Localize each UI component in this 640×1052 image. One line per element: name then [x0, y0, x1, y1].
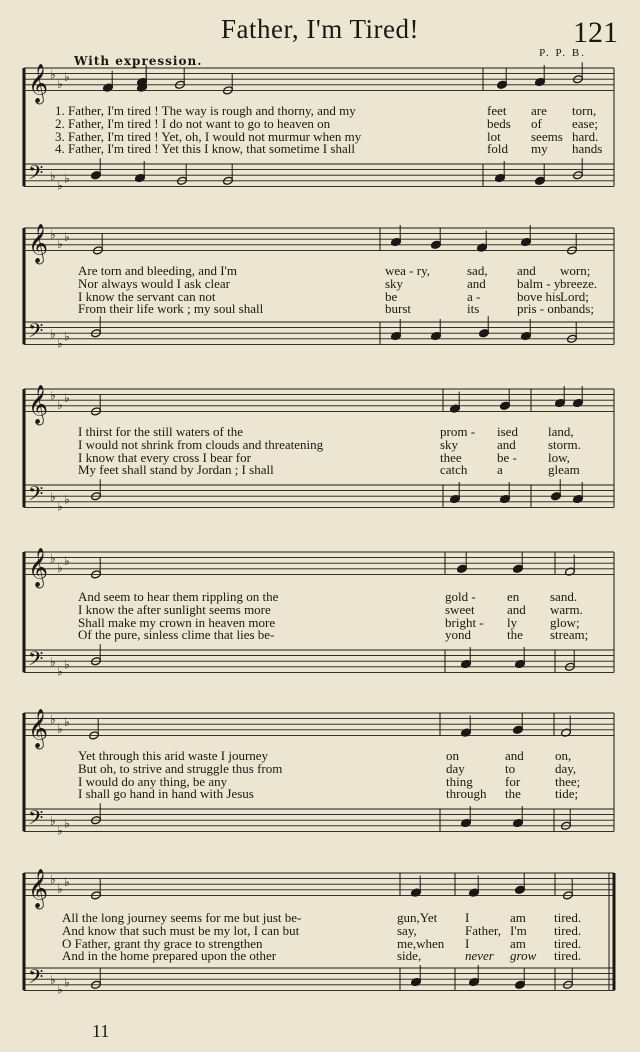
lyric-syllable: yond	[445, 627, 471, 643]
flat-icon: ♭	[57, 560, 63, 575]
treble-clef-icon: 𝄞	[28, 63, 49, 104]
flat-icon: ♭	[50, 168, 56, 183]
treble-clef-icon: 𝄞	[28, 708, 49, 749]
lyric-syllable: burst	[385, 301, 411, 317]
lyric-syllable: hands	[572, 141, 603, 157]
lyric-syllable: tired.	[554, 922, 582, 938]
lyric-phrase: All the long journey seems for me but just be-	[62, 910, 302, 925]
lyric-phrase: Yet through this arid waste I journey	[78, 748, 269, 763]
lyric-syllable: I	[465, 910, 470, 925]
lyric-phrase: I would not shrink from clouds and threatening	[78, 436, 324, 452]
flat-icon: ♭	[57, 499, 63, 514]
lyric-syllable: breeze.	[560, 275, 598, 291]
lyric-syllable: hard.	[572, 128, 599, 144]
lyric-syllable: sad,	[467, 263, 488, 278]
flat-icon: ♭	[57, 236, 63, 251]
flat-icon: ♭	[64, 657, 70, 672]
treble-clef-icon: 𝄞	[28, 223, 49, 264]
lyric-syllable: land,	[548, 424, 574, 439]
lyric-syllable: and	[467, 275, 486, 291]
lyric-syllable: never	[465, 948, 494, 964]
lyric-syllable: I	[465, 935, 470, 951]
flat-icon: ♭	[50, 972, 56, 987]
lyric-phrase: I would do any thing, be any	[78, 773, 228, 789]
flat-icon: ♭	[57, 881, 63, 896]
flat-icon: ♭	[50, 551, 56, 566]
lyric-syllable: of	[531, 115, 542, 131]
lyric-syllable: balm - y	[517, 275, 561, 291]
lyric-syllable: low,	[548, 449, 570, 465]
lyric-phrase: I know that every cross I bear for	[78, 449, 251, 465]
lyric-syllable: am	[510, 935, 526, 951]
lyric-syllable: and	[505, 748, 524, 763]
lyric-phrase: Shall make my crown in heaven more	[78, 614, 276, 630]
lyric-syllable: glow;	[550, 614, 580, 630]
lyric-syllable: for	[505, 773, 521, 789]
lyric-syllable: tired.	[554, 910, 582, 925]
lyric-line	[0, 924, 640, 937]
lyric-syllable: Father,	[465, 922, 501, 938]
lyric-syllable: sky	[440, 436, 459, 452]
flat-icon: ♭	[57, 76, 63, 91]
lyric-syllable: sweet	[445, 601, 475, 617]
flat-icon: ♭	[57, 336, 63, 351]
lyric-syllable: are	[531, 103, 547, 118]
bass-clef-icon: 𝄢	[28, 964, 44, 993]
lyric-syllable: on,	[555, 748, 572, 763]
lyric-syllable: the	[505, 786, 521, 802]
lyric-phrase: I shall go hand in hand with Jesus	[78, 786, 254, 802]
lyric-syllable: wea - ry,	[385, 263, 430, 278]
lyric-phrase: I know the servant can not	[78, 288, 216, 304]
lyric-syllable: seems	[531, 128, 563, 144]
lyric-syllable: thee;	[555, 773, 581, 789]
lyric-syllable: day	[446, 760, 465, 776]
lyric-syllable: tide;	[555, 786, 579, 802]
flat-icon: ♭	[50, 388, 56, 403]
bass-clef-icon: 𝄢	[28, 805, 44, 834]
flat-icon: ♭	[57, 178, 63, 193]
lyric-phrase: My feet shall stand by Jordan ; I shall	[78, 462, 274, 478]
lyric-syllable: bove his	[517, 288, 561, 304]
lyric-syllable: day,	[555, 760, 577, 776]
lyric-phrase: And know that such must be my lot, I can but	[62, 922, 300, 938]
flat-icon: ♭	[64, 230, 70, 245]
lyric-syllable: warm.	[550, 601, 583, 617]
lyric-syllable: lot	[487, 128, 501, 144]
lyric-syllable: en	[507, 589, 520, 604]
flat-icon: ♭	[50, 654, 56, 669]
lyric-syllable: the	[507, 627, 523, 643]
lyric-syllable: Lord;	[560, 288, 589, 304]
treble-clef-icon: 𝄞	[28, 384, 49, 425]
lyric-syllable: me,when	[397, 935, 445, 951]
lyric-syllable: thing	[446, 773, 473, 789]
flat-icon: ♭	[57, 823, 63, 838]
bass-clef-icon: 𝄢	[28, 481, 44, 510]
lyric-phrase: 2. Father, I'm tired ! I do not want to go to heaven on	[55, 115, 331, 131]
lyric-syllable: prom -	[440, 424, 476, 439]
lyric-syllable: catch	[440, 462, 468, 478]
lyric-syllable: ease;	[572, 115, 598, 131]
lyric-syllable: bright -	[445, 614, 484, 630]
lyric-syllable: storm.	[548, 436, 581, 452]
lyric-phrase: I know the after sunlight seems more	[78, 601, 271, 617]
lyric-syllable: fold	[487, 141, 508, 157]
flat-icon: ♭	[64, 975, 70, 990]
lyric-syllable: feet	[487, 103, 507, 118]
lyric-phrase: 4. Father, I'm tired ! Yet this I know, that sometime I shall	[55, 141, 355, 157]
flat-icon: ♭	[64, 329, 70, 344]
lyric-phrase: And in the home prepared upon the other	[62, 948, 277, 964]
lyric-syllable: sand.	[550, 589, 578, 604]
composer-attribution: P. P. B.	[539, 47, 586, 59]
footer-number: 11	[92, 1021, 110, 1041]
bass-clef-icon: 𝄢	[28, 646, 44, 675]
bass-clef-icon: 𝄢	[28, 318, 44, 347]
flat-icon: ♭	[57, 664, 63, 679]
lyric-phrase: And seem to hear them rippling on the	[78, 589, 279, 604]
lyric-phrase: O Father, grant thy grace to strengthen	[62, 935, 263, 951]
lyric-phrase: Nor always would I ask clear	[78, 275, 230, 291]
lyric-syllable: sky	[385, 275, 404, 291]
flat-icon: ♭	[57, 397, 63, 412]
lyric-syllable: a -	[467, 288, 481, 304]
flat-icon: ♭	[64, 875, 70, 890]
hymn-title: Father, I'm Tired!	[220, 14, 420, 44]
lyric-syllable: ised	[497, 424, 518, 439]
lyric-syllable: grow	[510, 948, 537, 964]
flat-icon: ♭	[64, 715, 70, 730]
treble-clef-icon: 𝄞	[28, 547, 49, 588]
lyric-phrase: Are torn and bleeding, and I'm	[78, 263, 238, 278]
lyric-syllable: tired.	[554, 948, 582, 964]
lyric-syllable: my	[531, 141, 548, 157]
lyric-line	[0, 949, 640, 962]
lyric-syllable: be -	[497, 449, 517, 465]
lyric-phrase: But oh, to strive and struggle thus from	[78, 760, 283, 776]
lyric-syllable: be	[385, 288, 398, 304]
lyric-syllable: ly	[507, 614, 518, 630]
lyric-syllable: its	[467, 301, 480, 317]
lyric-syllable: and	[517, 263, 536, 278]
lyric-syllable: torn,	[572, 103, 597, 118]
flat-icon: ♭	[64, 492, 70, 507]
flat-icon: ♭	[57, 721, 63, 736]
lyric-syllable: say,	[397, 922, 417, 938]
flat-icon: ♭	[64, 554, 70, 569]
flat-icon: ♭	[50, 813, 56, 828]
lyric-syllable: gleam	[548, 462, 580, 478]
lyric-syllable: to	[505, 760, 516, 776]
tempo-marking: With expression.	[74, 54, 203, 68]
flat-icon: ♭	[64, 171, 70, 186]
lyric-syllable: a	[497, 462, 503, 478]
treble-clef-icon: 𝄞	[28, 868, 49, 909]
lyric-syllable: gun,Yet	[397, 910, 438, 925]
bass-clef-icon: 𝄢	[28, 160, 44, 189]
lyric-phrase: Of the pure, sinless clime that lies be-	[78, 627, 275, 643]
flat-icon: ♭	[64, 816, 70, 831]
lyric-syllable: side,	[397, 948, 422, 964]
lyric-syllable: worn;	[560, 263, 591, 278]
flat-icon: ♭	[50, 872, 56, 887]
flat-icon: ♭	[50, 489, 56, 504]
lyric-phrase: 3. Father, I'm tired ! Yet, oh, I would not murmur when my	[55, 128, 362, 144]
flat-icon: ♭	[57, 982, 63, 997]
flat-icon: ♭	[50, 67, 56, 82]
lyric-syllable: and	[497, 436, 516, 452]
lyric-syllable: gold -	[445, 589, 476, 604]
lyric-syllable: tired.	[554, 935, 582, 951]
flat-icon: ♭	[64, 70, 70, 85]
flat-icon: ♭	[50, 227, 56, 242]
flat-icon: ♭	[50, 712, 56, 727]
lyric-syllable: pris - on	[517, 301, 561, 317]
lyric-phrase: 1. Father, I'm tired ! The way is rough and thorny, and my	[55, 103, 356, 118]
lyric-phrase: I thirst for the still waters of the	[78, 424, 243, 439]
flat-icon: ♭	[50, 326, 56, 341]
lyric-phrase: From their life work ; my soul shall	[78, 301, 264, 317]
lyric-syllable: bands;	[560, 301, 594, 317]
lyric-syllable: am	[510, 910, 526, 925]
page-number: 121	[573, 16, 618, 49]
lyric-syllable: thee	[440, 449, 462, 465]
lyric-syllable: stream;	[550, 627, 589, 643]
lyric-syllable: beds	[487, 115, 511, 131]
lyric-syllable: on	[446, 748, 459, 763]
lyric-syllable: I'm	[510, 922, 527, 938]
lyric-syllable: and	[507, 601, 526, 617]
flat-icon: ♭	[64, 391, 70, 406]
lyric-syllable: through	[446, 786, 487, 802]
